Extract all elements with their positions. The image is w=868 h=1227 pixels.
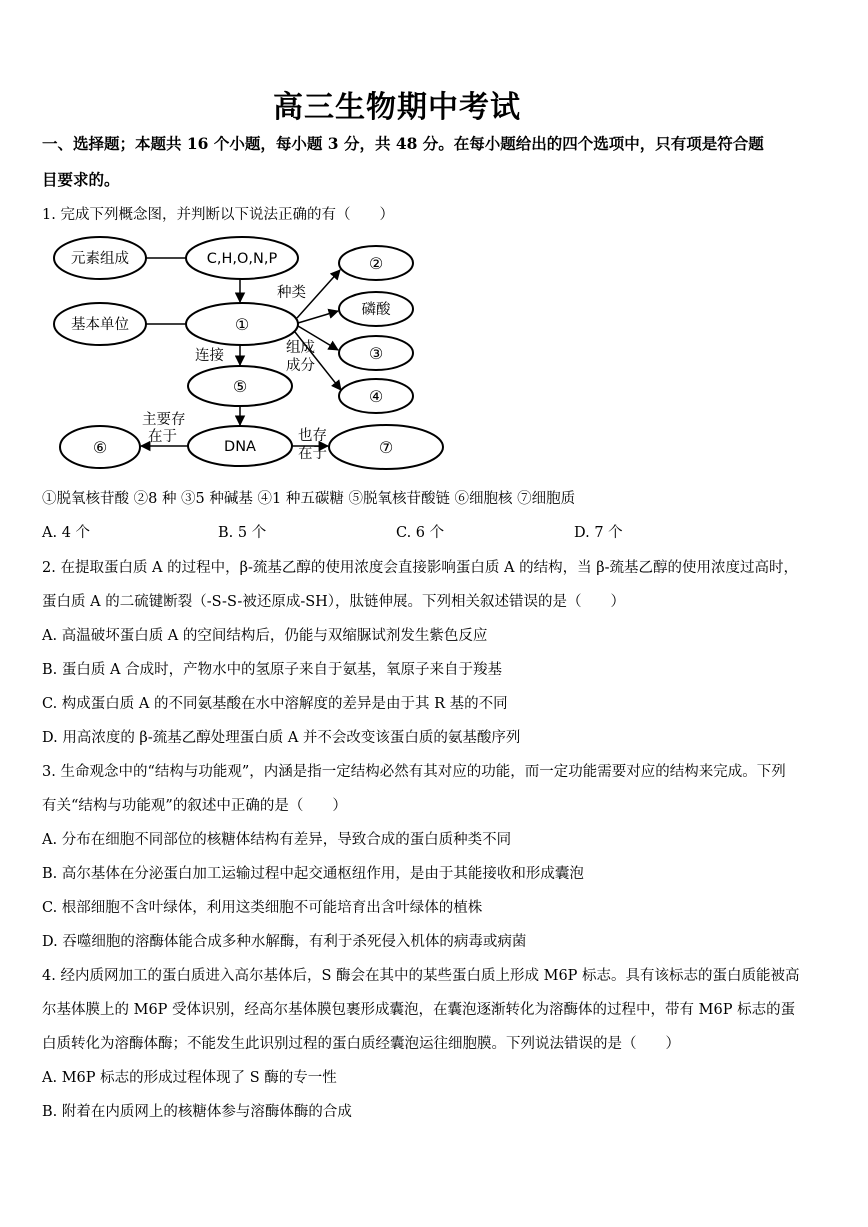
q1-statements: ①脱氧核苷酸 ②8 种 ③5 种碱基 ④1 种五碳糖 ⑤脱氧核苷酸链 ⑥细胞核 ⑦细胞质: [42, 491, 576, 507]
q3-option-a[interactable]: A. 分布在细胞不同部位的核糖体结构有差异，导致合成的蛋白质种类不同: [42, 832, 512, 848]
q1-option-a[interactable]: A. 4 个: [42, 525, 91, 541]
section-heading-line2: 目要求的。: [42, 170, 120, 189]
q4-stem-line3: 白质转化为溶酶体酶；不能发生此识别过程的蛋白质经囊泡运往细胞膜。下列说法错误的是（ ）: [42, 1036, 680, 1052]
q2-option-a[interactable]: A. 高温破坏蛋白质 A 的空间结构后，仍能与双缩脲试剂发生紫色反应: [42, 628, 488, 644]
label-also-location-2: 在于: [298, 446, 327, 462]
label-node-7: ⑦: [378, 438, 394, 457]
label-dna: DNA: [224, 439, 256, 455]
q1-stem: 1. 完成下列概念图，并判断以下说法正确的有（ ）: [42, 207, 394, 223]
label-node-6: ⑥: [92, 438, 108, 457]
label-node-3: ③: [368, 344, 384, 363]
q2-option-b[interactable]: B. 蛋白质 A 合成时，产物水中的氢原子来自于氨基，氧原子来自于羧基: [42, 662, 503, 678]
label-element-composition: 元素组成: [71, 251, 129, 267]
label-zucheng-2: 成分: [286, 358, 315, 374]
label-phosphate: 磷酸: [361, 302, 391, 318]
q2-option-d[interactable]: D. 用高浓度的 β-巯基乙醇处理蛋白质 A 并不会改变该蛋白质的氨基酸序列: [42, 730, 521, 746]
q2-option-c[interactable]: C. 构成蛋白质 A 的不同氨基酸在水中溶解度的差异是由于其 R 基的不同: [42, 696, 508, 712]
label-node-1: ①: [234, 315, 250, 334]
label-zucheng-1: 组成: [286, 340, 315, 356]
label-chonp: C,H,O,N,P: [206, 251, 278, 267]
q2-stem-line2: 蛋白质 A 的二硫键断裂（-S-S-被还原成-SH），肽链伸展。下列相关叙述错误的是（ ）: [42, 594, 626, 610]
q4-stem-line1: 4. 经内质网加工的蛋白质进入高尔基体后，S 酶会在其中的某些蛋白质上形成 M6P 标志。具有该标志的蛋白质能被高: [42, 968, 800, 984]
arrow-1-to-phosphate: [298, 311, 338, 323]
q4-stem-line2: 尔基体膜上的 M6P 受体识别，经高尔基体膜包裹形成囊泡，在囊泡逐渐转化为溶酶体的过程中，带有 M6P 标志的蛋: [42, 1002, 796, 1018]
q3-option-c[interactable]: C. 根部细胞不含叶绿体，利用这类细胞不可能培育出含叶绿体的植株: [42, 900, 483, 916]
section-heading-line1: 一、选择题；本题共 16 个小题，每小题 3 分，共 48 分。在每小题给出的四个选项中，只有项是符合题: [42, 134, 764, 153]
q3-option-b[interactable]: B. 高尔基体在分泌蛋白加工运输过程中起交通枢纽作用，是由于其能接收和形成囊泡: [42, 866, 584, 882]
label-zhonglei: 种类: [277, 285, 306, 301]
label-node-4: ④: [368, 387, 384, 406]
q1-option-d[interactable]: D. 7 个: [574, 525, 623, 541]
page-title: 高三生物期中考试: [273, 90, 521, 125]
q3-stem-line2: 有关“结构与功能观”的叙述中正确的是（ ）: [42, 798, 347, 814]
label-main-location-1: 主要存: [142, 412, 186, 428]
q2-stem-line1: 2. 在提取蛋白质 A 的过程中，β-巯基乙醇的使用浓度会直接影响蛋白质 A 的结构，当 β-巯基乙醇的使用浓度过高时，: [42, 560, 798, 576]
q3-option-d[interactable]: D. 吞噬细胞的溶酶体能合成多种水解酶，有利于杀死侵入机体的病毒或病菌: [42, 934, 527, 950]
label-also-location-1: 也存: [298, 428, 327, 444]
q4-option-b[interactable]: B. 附着在内质网上的核糖体参与溶酶体酶的合成: [42, 1104, 352, 1120]
q3-stem-line1: 3. 生命观念中的“结构与功能观”，内涵是指一定结构必然有其对应的功能，而一定功能需要对应的结构来完成。下列: [42, 764, 786, 780]
q4-option-a[interactable]: A. M6P 标志的形成过程体现了 S 酶的专一性: [42, 1070, 337, 1086]
label-node-2: ②: [368, 254, 384, 273]
concept-map-diagram: [45, 232, 465, 482]
label-main-location-2: 在于: [148, 429, 177, 445]
label-basic-unit: 基本单位: [71, 317, 129, 333]
q1-option-b[interactable]: B. 5 个: [218, 525, 267, 541]
q1-option-c[interactable]: C. 6 个: [396, 525, 445, 541]
label-lianjie: 连接: [195, 348, 224, 364]
label-node-5: ⑤: [232, 377, 248, 396]
